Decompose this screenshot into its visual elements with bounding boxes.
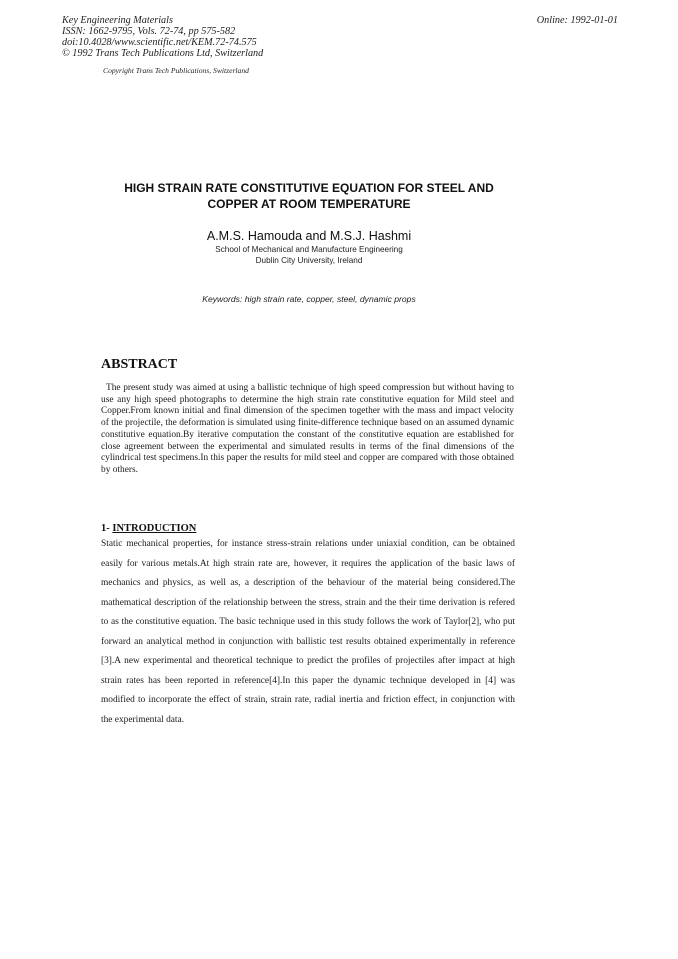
doi-line: doi:10.4028/www.scientific.net/KEM.72-74.575 [62,37,257,48]
abstract-body: The present study was aimed at using a ballistic technique of high speed compression but without having to use any high speed photographs to determine the high strain rate constitutive equation for Mild steel and Copper.From known initial and final dimension of the specimen together with the mass and impact velocity of the projectile, the deformation is simulated using finite-difference technique based on an assumed dynamic constitutive equation.By iterative computation the constant of the constitutive equation are established for close agreement between the experimental and simulated results in terms of the final dimensions of the cylindrical test specimens.In this paper the results for mild steel and copper are compared with those obtained by others. [101,383,514,475]
publisher-copyright: © 1992 Trans Tech Publications Ltd, Switzerland [62,48,264,59]
affiliation-line-2: Dublin City University, Ireland [255,256,363,265]
title-line-1: HIGH STRAIN RATE CONSTITUTIVE EQUATION FOR STEEL AND [124,181,494,195]
abstract-heading: ABSTRACT [101,357,178,372]
introduction-heading [101,523,196,534]
section-number: 1- [101,523,110,534]
introduction-body: Static mechanical properties, for instance stress-strain relations under uniaxial condition, can be obtained easily for various metals.At high strain rate are, however, it requires the application of the basic laws of mechanics and physics, as well as, a description of the behaviour of the material being considered.The mathematical description of the relationship between the stress, strain and the their time derivation is refered to as the constitutive equation. The basic technique used in this study follows the work of Taylor[2], who put forward an analytical method in conjunction with ballistic test results obtained experimentally in reference [3].A new experimental and theoretical technique to predict the profiles of projectiles after impact at high strain rates has been reported in reference[4].In this paper the dynamic technique developed in [4] was modified to incorporate the effect of strain, strain rate, radial inertia and friction effect, in conjunction with the experimental data. [101,539,515,725]
copyright-note: Copyright Trans Tech Publications, Switzerland [103,66,249,75]
keywords: Keywords: high strain rate, copper, steel, dynamic props [202,294,416,304]
paper-title [100,180,518,212]
journal-name: Key Engineering Materials [62,15,173,26]
issn-line: ISSN: 1662-9795, Vols. 72-74, pp 575-582 [62,26,236,37]
online-date: Online: 1992-01-01 [536,15,618,26]
section-title: INTRODUCTION [112,523,197,534]
authors: A.M.S. Hamouda and M.S.J. Hashmi [206,229,412,243]
title-line-2: COPPER AT ROOM TEMPERATURE [207,197,411,211]
affiliation [100,244,518,266]
citation-header [62,15,263,59]
affiliation-line-1: School of Mechanical and Manufacture Engineering [215,245,403,254]
